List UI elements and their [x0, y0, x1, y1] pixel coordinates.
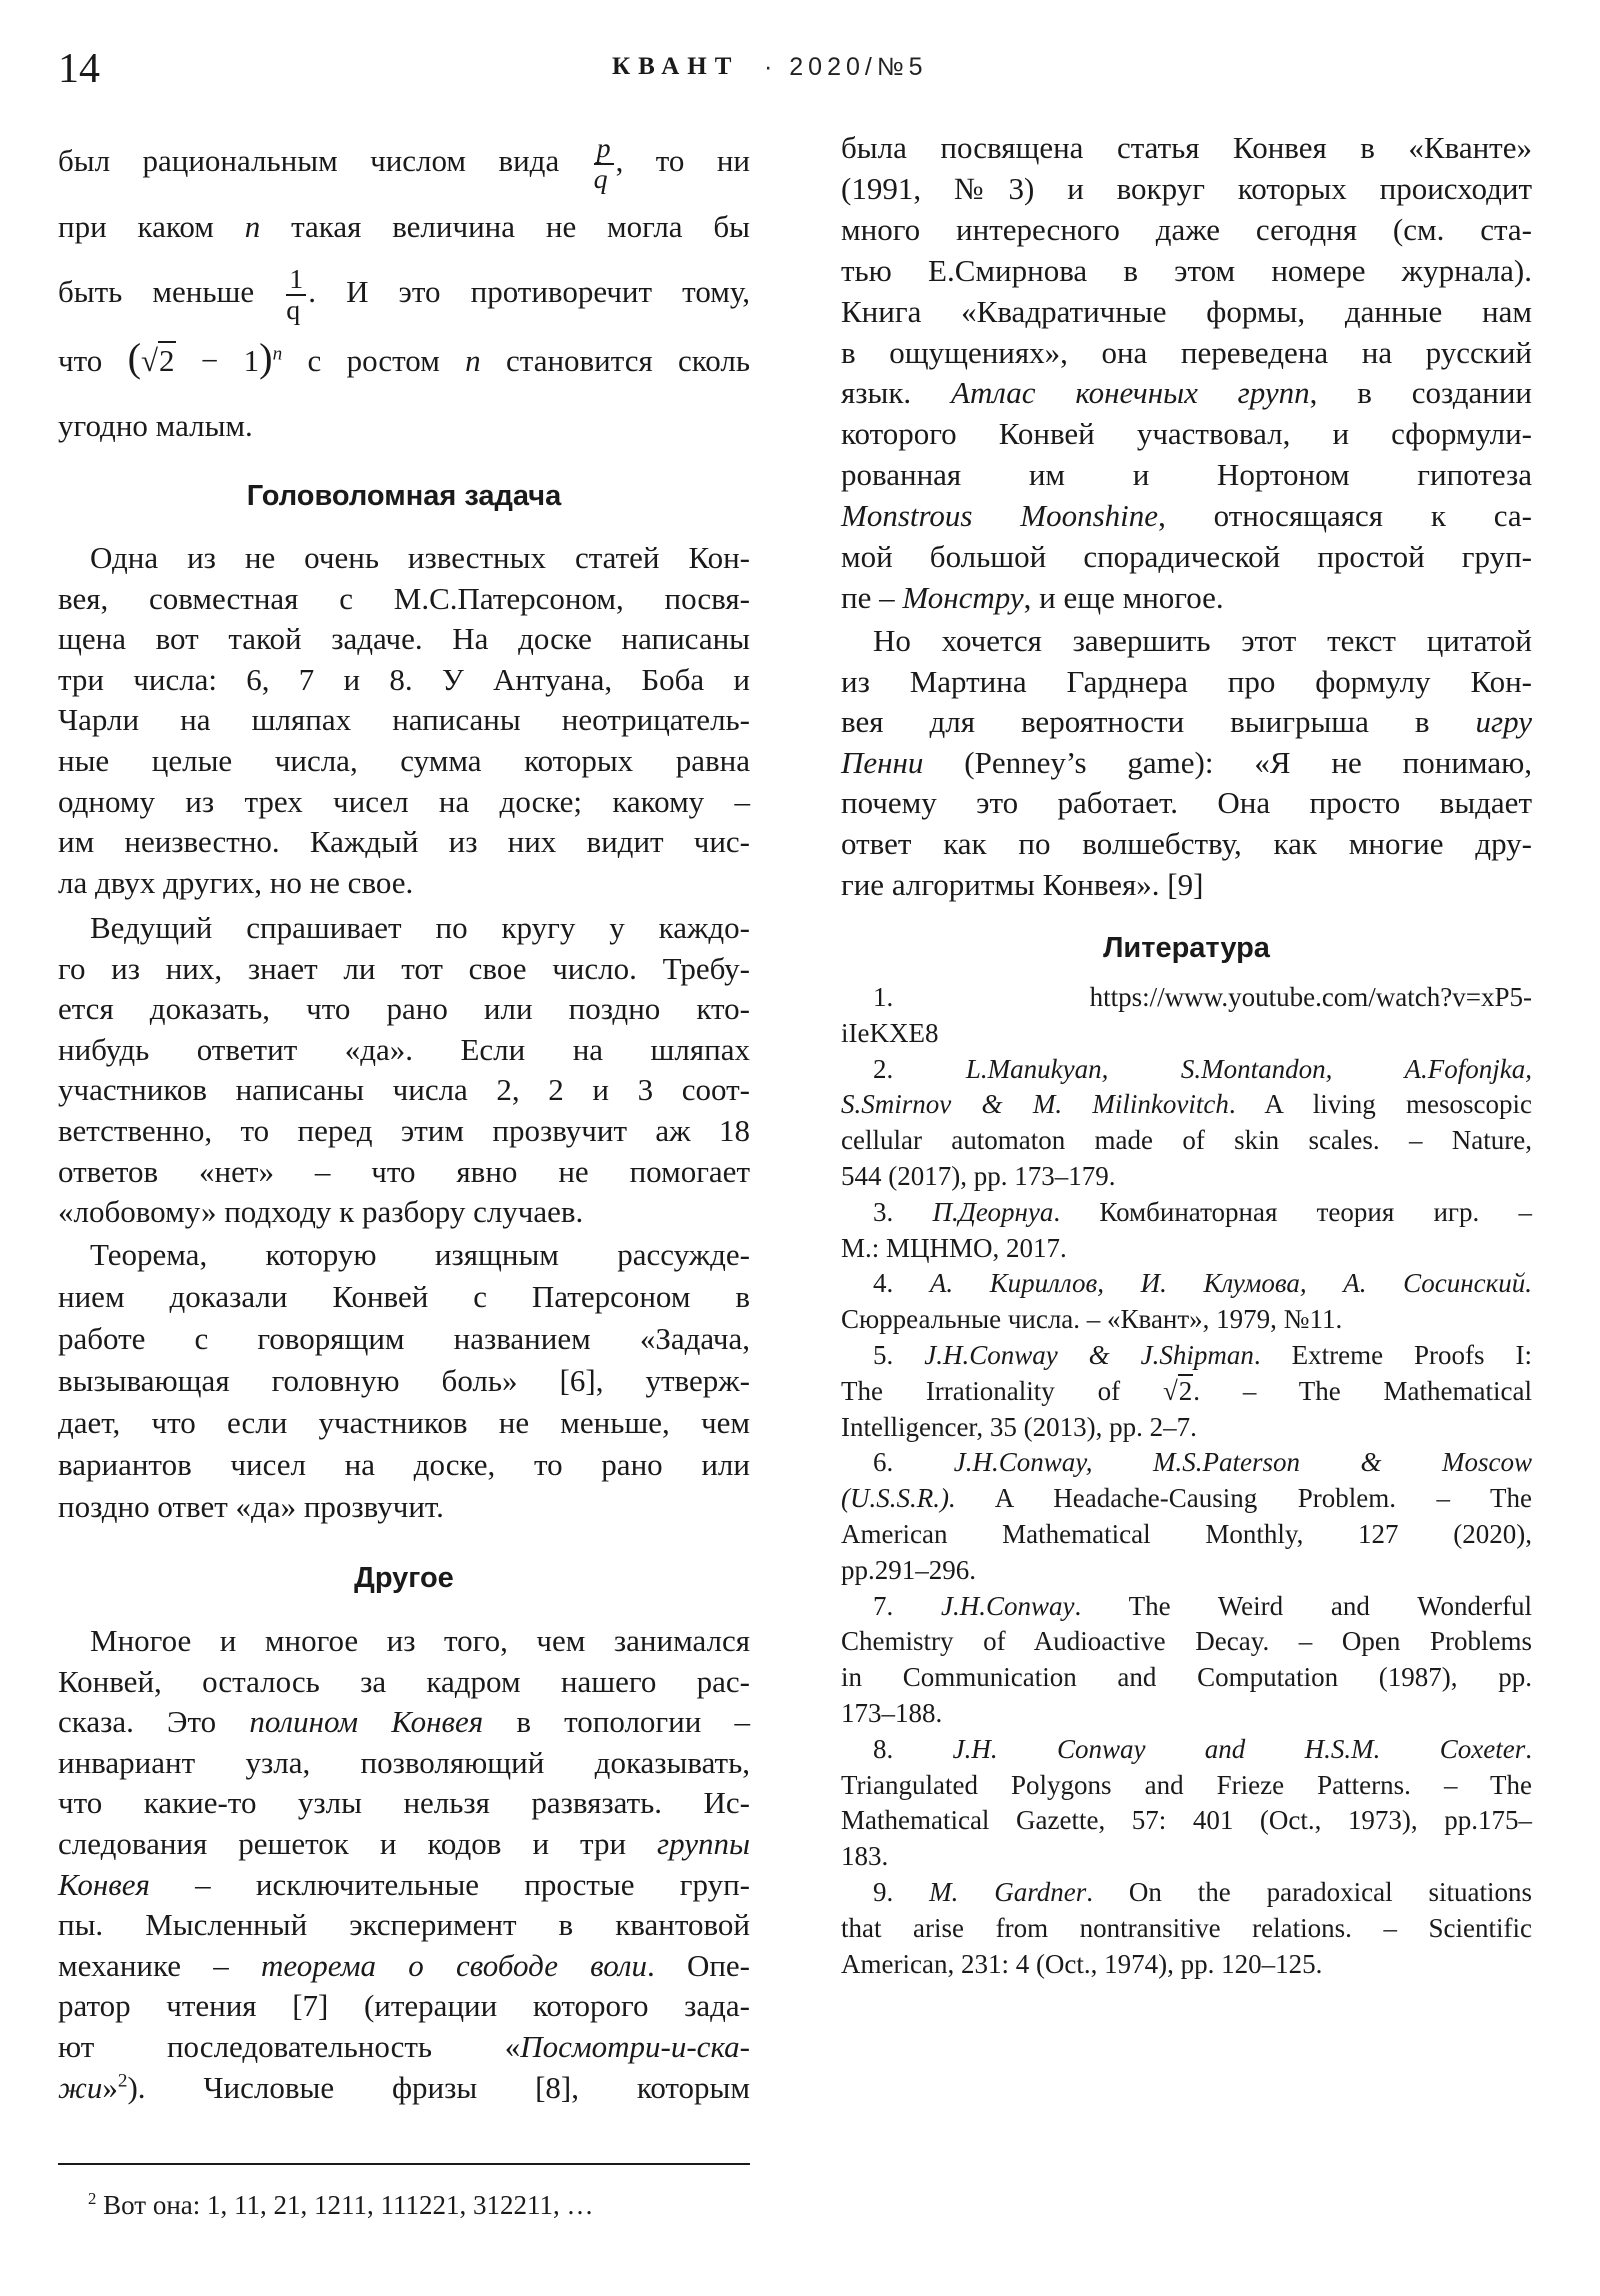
- text-run: 4.: [873, 1268, 930, 1299]
- text-line: [58, 782, 750, 823]
- text-line: [58, 700, 750, 741]
- text-line: [58, 1621, 750, 1662]
- superscript: 2: [88, 2188, 97, 2208]
- paragraph-continued: [58, 128, 750, 458]
- text-line: [58, 579, 750, 620]
- text-run: 9.: [873, 1876, 930, 1907]
- text-run: The Irrationality of: [841, 1375, 1163, 1406]
- issue-number: · 2020/№5: [764, 53, 928, 81]
- text-run: − 1: [175, 343, 260, 379]
- text-line: [58, 863, 750, 904]
- text-line: [841, 1768, 1532, 1804]
- text-run: .: [1525, 1733, 1532, 1764]
- fraction-numerator: 1: [286, 265, 306, 296]
- text-run: была посвящена статья Конвея в «Кванте»: [841, 130, 1532, 165]
- text-run: Вот она: 1, 11, 21, 1211, 111221, 312211, …: [96, 2190, 594, 2220]
- text-line: [58, 908, 750, 949]
- italic-text: M. Gardner: [929, 1876, 1087, 1907]
- text-run: pp.291–296.: [841, 1554, 976, 1585]
- text-line: [58, 325, 750, 393]
- text-line: [58, 1905, 750, 1946]
- italic-text: J.H.Conway & J.Shipman: [924, 1339, 1254, 1370]
- text-line: [58, 1946, 750, 1987]
- italic-text: Атлас конечных групп: [951, 375, 1310, 411]
- radicand: 2: [1178, 1375, 1193, 1406]
- superscript: n: [272, 343, 283, 365]
- text-line: [841, 333, 1532, 374]
- text-run: в ощущениях», она переведена на русский: [841, 334, 1532, 370]
- text-line: [58, 2068, 750, 2109]
- text-run: с ростом: [282, 343, 466, 379]
- text-run: 1. https://www.youtube.com/watch?v=xP5-: [873, 982, 1532, 1012]
- text-run: почему это работает. Она просто выдает: [841, 785, 1532, 821]
- text-line: [841, 1123, 1532, 1159]
- text-line: [841, 537, 1532, 578]
- text-run: Чарли на шляпах написаны неотрицатель-: [58, 702, 750, 738]
- text-run: из Мартина Гарднера про формулу Кон-: [841, 663, 1532, 699]
- text-run: был рациональным числом вида: [58, 143, 592, 178]
- italic-text: L.Manukyan, S.Montandon, A.Fofonjka,: [965, 1053, 1533, 1084]
- text-run: ют последовательность «: [58, 2028, 521, 2064]
- text-line: [841, 578, 1532, 619]
- text-run: одному из трех чисел на доске; какому –: [58, 783, 750, 819]
- square-root: [1163, 1375, 1193, 1406]
- text-run: ется доказать, что рано или поздно кто-: [58, 991, 750, 1027]
- footnote-line: [58, 2186, 750, 2224]
- italic-text: Monstrous Moonshine: [841, 498, 1159, 534]
- text-run: вея для вероятности выигрыша в: [841, 704, 1476, 740]
- text-run: Сюрреальные числа. – «Квант», 1979, №11.: [841, 1304, 1343, 1335]
- text-run: Intelligencer, 35 (2013), pp. 2–7.: [841, 1411, 1197, 1442]
- text-line: [58, 538, 750, 579]
- text-run: М.: МЦНМО, 2017.: [841, 1232, 1067, 1263]
- text-line: [841, 251, 1532, 292]
- text-run: участников написаны числа 2, 2 и 3 соот-: [58, 1072, 750, 1108]
- section-heading-references: Литература: [1103, 932, 1270, 964]
- text-line: [841, 1231, 1532, 1267]
- fraction-denominator: q: [286, 295, 301, 327]
- italic-text: (U.S.S.R.).: [841, 1483, 956, 1514]
- text-run: язык.: [841, 375, 952, 411]
- text-run: «лобовому» подходу к разбору случаев.: [58, 1194, 584, 1230]
- text-run: го из них, знает ли тот свое число. Требу-: [58, 950, 750, 986]
- text-run: такая величина не могла бы: [260, 209, 750, 245]
- text-line: [841, 1947, 1532, 1983]
- text-run: . A living mesoscopic: [1228, 1089, 1532, 1120]
- text-run: вызывающая головную боль» [6], утверж-: [58, 1363, 750, 1398]
- text-run: что какие-то узлы нельзя развязать. Ис-: [58, 1785, 750, 1821]
- italic-text: n: [465, 343, 481, 379]
- text-run: Chemistry of Audioactive Decay. – Open Problems: [841, 1626, 1532, 1657]
- footnote-divider: [58, 2163, 750, 2165]
- italic-text: J.H. Conway and H.S.M. Coxeter: [952, 1733, 1526, 1764]
- text-line: [841, 1732, 1532, 1768]
- italic-text: игру: [1475, 704, 1532, 740]
- fraction-denominator: q: [593, 163, 608, 195]
- text-run: . – The Mathematical: [1193, 1375, 1532, 1406]
- text-line: [58, 1276, 750, 1318]
- text-line: [841, 1338, 1532, 1374]
- text-run: Одна из не очень известных статей Кон-: [90, 540, 750, 575]
- italic-text: Пенни: [841, 744, 924, 780]
- text-line: [841, 1445, 1532, 1481]
- italic-text: n: [244, 209, 261, 245]
- text-line: [841, 1517, 1532, 1553]
- text-line: [58, 1444, 750, 1486]
- text-line: [841, 865, 1532, 906]
- italic-text: полином Конвея: [249, 1704, 484, 1740]
- text-line: [841, 783, 1532, 824]
- fraction-numerator: p: [594, 134, 614, 165]
- text-run: . On the paradoxical situations: [1086, 1876, 1532, 1907]
- text-run: Книга «Квадратичные формы, данные нам: [841, 293, 1532, 329]
- journal-title: КВАНТ: [612, 53, 740, 80]
- text-line: [841, 824, 1532, 865]
- text-run: ратор чтения [7] (итерации которого зада-: [58, 1988, 750, 2024]
- paragraph: [58, 1234, 750, 1528]
- math-fraction: [286, 265, 306, 326]
- text-line: [841, 1016, 1532, 1052]
- text-run: 183.: [841, 1841, 889, 1872]
- text-line: [58, 1702, 750, 1743]
- text-run: that arise from nontransitive relations. – Scientific: [841, 1912, 1532, 1943]
- text-run: 5.: [873, 1339, 925, 1370]
- italic-text: Конвея: [58, 1866, 150, 1902]
- text-run: . Extreme Proofs I:: [1253, 1339, 1532, 1370]
- text-run: A Headache-Causing Problem. – The: [955, 1483, 1532, 1514]
- text-line: [841, 210, 1532, 251]
- text-line: [841, 169, 1532, 210]
- text-run: 3.: [873, 1196, 933, 1227]
- text-run: становится сколь: [480, 343, 750, 379]
- text-run: вея, совместная с М.С.Патерсоном, посвя-: [58, 580, 750, 616]
- text-line: [841, 414, 1532, 455]
- text-run: ветственно, то перед этим прозвучит аж 18: [58, 1112, 750, 1148]
- text-line: [841, 1266, 1532, 1302]
- italic-text: S.Smirnov & M. Milinkovitch: [841, 1089, 1229, 1120]
- text-run: (1991, №3) и вокруг которых происходит: [841, 170, 1532, 206]
- text-line: [841, 1553, 1532, 1589]
- text-line: [58, 1318, 750, 1360]
- text-run: что: [58, 343, 128, 379]
- text-line: [58, 1234, 750, 1276]
- text-run: Но хочется завершить этот текст цитатой: [873, 623, 1532, 658]
- text-line: [58, 1743, 750, 1784]
- text-run: мой большой спорадической простой груп-: [841, 539, 1532, 575]
- text-run: . Комбинаторная теория игр. –: [1053, 1196, 1532, 1227]
- text-line: [841, 496, 1532, 537]
- text-run: угодно малым.: [58, 408, 253, 444]
- text-run: American, 231: 4 (Oct., 1974), pp. 120–125.: [841, 1948, 1323, 1979]
- text-run: тью Е.Смирнова в этом номере журнала).: [841, 252, 1532, 288]
- text-run: которого Конвей участвовал, и сформули-: [841, 416, 1532, 452]
- text-run: – исключительные простые груп-: [149, 1866, 750, 1902]
- text-line: [841, 1589, 1532, 1625]
- text-line: [841, 1660, 1532, 1696]
- text-run: сказа. Это: [58, 1704, 250, 1740]
- text-line: [841, 980, 1532, 1016]
- text-line: [58, 259, 750, 325]
- text-line: [58, 1486, 750, 1528]
- text-run: , относящаяся к са-: [1158, 498, 1532, 534]
- text-run: »: [102, 2069, 118, 2105]
- text-line: [58, 989, 750, 1030]
- text-run: при каком: [58, 209, 245, 245]
- text-run: Теорема, которую изящным рассужде-: [90, 1237, 750, 1272]
- italic-text: жи: [58, 2069, 103, 2105]
- superscript: 2: [117, 2070, 128, 2091]
- text-run: поздно ответ «да» прозвучит.: [58, 1489, 444, 1524]
- text-line: [58, 619, 750, 660]
- section-heading-puzzle: Головоломная задача: [246, 480, 562, 512]
- radicand: 2: [159, 343, 175, 379]
- text-run: три числа: 6, 7 и 8. У Антуана, Боба и: [58, 661, 750, 697]
- text-run: Многое и многое из того, чем занимался: [90, 1623, 750, 1658]
- text-line: [841, 1052, 1532, 1088]
- text-line: [58, 660, 750, 701]
- text-run: гие алгоритмы Конвея». [9]: [841, 866, 1204, 902]
- square-root: [141, 343, 176, 379]
- text-run: . И это противоречит тому,: [308, 274, 750, 310]
- text-line: [841, 373, 1532, 414]
- text-run: пы. Мысленный эксперимент в квантовой: [58, 1907, 750, 1943]
- text-run: Triangulated Polygons and Frieze Patterns. – The: [841, 1769, 1532, 1800]
- text-line: [58, 1783, 750, 1824]
- text-line: [58, 1030, 750, 1071]
- text-run: ): [259, 335, 273, 381]
- text-run: 6.: [873, 1447, 954, 1478]
- text-line: [58, 393, 750, 458]
- italic-text: Монстру: [902, 579, 1024, 615]
- text-run: пе –: [841, 579, 903, 615]
- text-run: механике –: [58, 1947, 261, 1983]
- text-run: Mathematical Gazette, 57: 401 (Oct., 1973), pp.175–: [841, 1805, 1532, 1836]
- text-line: [841, 1875, 1532, 1911]
- paragraph: [841, 621, 1532, 905]
- text-line: [58, 1986, 750, 2027]
- text-line: [841, 1911, 1532, 1947]
- text-run: быть меньше: [58, 274, 285, 310]
- text-run: American Mathematical Monthly, 127 (2020),: [841, 1518, 1532, 1549]
- text-line: [58, 949, 750, 990]
- text-run: 8.: [873, 1733, 953, 1764]
- text-run: in Communication and Computation (1987), pp.: [841, 1662, 1532, 1693]
- text-line: [841, 1839, 1532, 1875]
- text-run: ответов «нет» – что явно не помогает: [58, 1153, 750, 1189]
- text-line: [841, 1696, 1532, 1732]
- text-line: [841, 1803, 1532, 1839]
- text-line: [58, 1865, 750, 1906]
- footnote: [58, 2186, 750, 2224]
- text-run: 2.: [873, 1053, 966, 1084]
- paragraph: [58, 538, 750, 903]
- italic-text: J.H.Conway: [941, 1590, 1075, 1621]
- text-run: нибудь ответит «да». Если на шляпах: [58, 1031, 750, 1067]
- text-line: [841, 1481, 1532, 1517]
- text-line: [58, 741, 750, 782]
- text-run: cellular automaton made of skin scales. – Nature,: [841, 1125, 1532, 1156]
- italic-text: Посмотри-и-ска-: [520, 2028, 750, 2064]
- text-run: , в создании: [1309, 375, 1532, 411]
- paragraph: [58, 908, 750, 1233]
- math-fraction: [594, 134, 614, 195]
- text-run: ответ как по волшебству, как многие дру-: [841, 825, 1532, 861]
- text-run: ла двух других, но не свое.: [58, 864, 414, 900]
- text-run: (Penney’s game): «Я не понимаю,: [923, 744, 1532, 780]
- text-line: [58, 194, 750, 259]
- italic-text: А. Кириллов, И. Клумова, А. Сосинский.: [929, 1268, 1532, 1299]
- text-run: в топологии –: [483, 1704, 751, 1740]
- text-line: [58, 822, 750, 863]
- text-line: [841, 621, 1532, 662]
- text-run: рованная им и Нортоном гипотеза: [841, 457, 1532, 493]
- text-line: [841, 1159, 1532, 1195]
- italic-text: теорема о свободе воли: [261, 1947, 647, 1983]
- text-run: вариантов чисел на доске, то рано или: [58, 1447, 750, 1482]
- text-line: [841, 292, 1532, 333]
- italic-text: J.H.Conway, M.S.Paterson & Moscow: [953, 1447, 1532, 1478]
- text-run: , то ни: [615, 143, 750, 178]
- text-line: [841, 743, 1532, 784]
- text-run: следования решеток и кодов и три: [58, 1825, 658, 1861]
- text-run: нием доказали Конвей с Патерсоном в: [58, 1279, 750, 1314]
- italic-text: группы: [657, 1825, 750, 1861]
- paragraph: [58, 1621, 750, 2108]
- text-line: [841, 1410, 1532, 1446]
- text-line: [58, 2027, 750, 2068]
- text-line: [58, 1192, 750, 1233]
- italic-text: П.Деорнуа: [932, 1196, 1054, 1227]
- text-run: инвариант узла, позволяющий доказывать,: [58, 1744, 750, 1780]
- text-line: [58, 1360, 750, 1402]
- text-line: [58, 1070, 750, 1111]
- text-line: [841, 1195, 1532, 1231]
- paragraph-continued: [841, 128, 1532, 619]
- text-line: [841, 662, 1532, 703]
- text-run: 173–188.: [841, 1697, 943, 1728]
- text-line: [58, 1662, 750, 1703]
- text-line: [58, 1824, 750, 1865]
- text-line: [58, 1402, 750, 1444]
- text-run: им неизвестно. Каждый из них видит чис-: [58, 824, 750, 860]
- text-line: [841, 1374, 1532, 1410]
- text-line: [841, 1624, 1532, 1660]
- text-run: Ведущий спрашивает по кругу у каждо-: [90, 910, 750, 945]
- text-line: [58, 128, 750, 194]
- text-run: (: [127, 335, 141, 381]
- text-line: [841, 455, 1532, 496]
- text-run: . The Weird and Wonderful: [1074, 1590, 1533, 1621]
- text-line: [58, 1152, 750, 1193]
- text-run: 7.: [873, 1590, 942, 1621]
- text-line: [841, 128, 1532, 169]
- section-heading-other: Другое: [354, 1562, 454, 1594]
- text-run: ). Числовые фризы [8], которым: [127, 2069, 750, 2105]
- text-line: [841, 1302, 1532, 1338]
- text-run: Конвей, осталось за кадром нашего рас-: [58, 1663, 750, 1699]
- text-run: дает, что если участников не меньше, чем: [58, 1405, 750, 1440]
- text-run: . Опе-: [646, 1947, 751, 1983]
- text-run: , и еще многое.: [1023, 579, 1224, 615]
- text-line: [841, 1087, 1532, 1123]
- text-run: 544 (2017), pp. 173–179.: [841, 1160, 1116, 1191]
- text-line: [841, 702, 1532, 743]
- text-run: много интересного даже сегодня (см. ста-: [841, 211, 1532, 247]
- reference-list: [841, 980, 1532, 1982]
- text-line: [58, 1111, 750, 1152]
- text-run: ные целые числа, сумма которых равна: [58, 742, 750, 778]
- page-number: 14: [58, 46, 100, 92]
- text-run: iIeKXE8: [841, 1017, 939, 1048]
- text-run: работе с говорящим названием «Задача,: [58, 1321, 750, 1356]
- text-run: щена вот такой задаче. На доске написаны: [58, 621, 750, 657]
